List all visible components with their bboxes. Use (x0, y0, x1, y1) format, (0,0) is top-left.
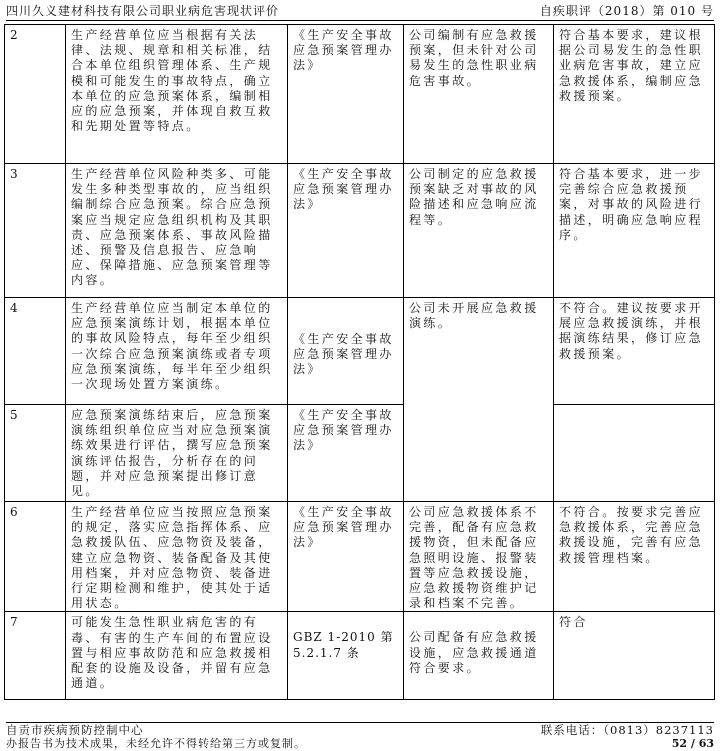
finding-cell: 公司配备有应急救援设施，应急救援通道符合要求。 (404, 612, 554, 700)
header-title: 四川久义建材科技有限公司职业病危害现状评价 (6, 3, 280, 18)
requirement-cell: 生产经营单位应当根据有关法律、法规、规章和相关标准，结合本单位组织管理体系、生产规模和可能发生的事故特点，确立本单位的应急预案体系，编制相应的应急预案，并体现自救互救和先期处置等特点。 (66, 25, 288, 164)
finding-cell: 公司应急救援体系不完善，配备有应急救援物资，但未配备应急照明设施、报警装置等应急救援设施，应急救援物资维护记录和档案不完善。 (404, 502, 554, 612)
table-row (5, 612, 715, 700)
page-footer-notice (6, 737, 714, 749)
conclusion-cell: 不符合。建议按要求开展应急救援演练，并根据演练结果，修订应急救援预案。 (554, 298, 715, 405)
table-row (5, 164, 715, 298)
row-number: 6 (5, 502, 66, 612)
requirement-cell: 可能发生急性职业病危害的有毒、有害的生产车间的布置应设置与相应事故防范和应急救援相配套的设施及设备，并留有应急通道。 (66, 612, 288, 700)
table-row (5, 405, 715, 502)
finding-cell: 公司未开展应急救援演练。 (404, 298, 554, 502)
conclusion-cell: 符合基本要求，进一步完善综合应急救援预案，对事故的风险进行描述，明确应急响应程序。 (554, 164, 715, 298)
requirement-cell: 生产经营单位风险种类多、可能发生多种类型事故的，应当组织编制综合应急预案。综合应急预案应当规定应急组织机构及其职责、应急预案体系、事故风险描述、预警及信息报告、应急响应、保障措施、应急预案管理等内容。 (66, 164, 288, 298)
standard-cell: 《生产安全事故应急预案管理办法》 (288, 25, 404, 164)
row-number: 2 (5, 25, 66, 164)
standard-cell: GBZ 1-2010 第 5.2.1.7 条 (288, 612, 404, 700)
footer-notice: 办报告书为技术成果，未经允许不得转给第三方或复制。 (6, 737, 306, 750)
row-number: 4 (5, 298, 66, 405)
page-header (6, 0, 714, 21)
standard-cell: 《生产安全事故应急预案管理办法》 (288, 298, 404, 405)
requirement-cell: 生产经营单位应当按照应急预案的规定，落实应急指挥体系、应急救援队伍、应急物资及装备，建立应急物资、装备配备及其使用档案，并对应急物资、装备进行定期检测和维护，使其处于适用状态。 (66, 502, 288, 612)
footer-organization: 自贡市疾病预防控制中心 (6, 723, 144, 737)
evaluation-table (4, 24, 715, 700)
row-number: 7 (5, 612, 66, 700)
row-number: 5 (5, 405, 66, 502)
conclusion-cell (554, 405, 715, 502)
table-row (5, 25, 715, 164)
standard-cell: 《生产安全事故应急预案管理办法》 (288, 502, 404, 612)
standard-cell: 《生产安全事故应急预案管理办法》 (288, 164, 404, 298)
table-row (5, 502, 715, 612)
requirement-cell: 应急预案演练结束后，应急预案演练组织单位应当对应急预案演练效果进行评估，撰写应急预案演练评估报告，分析存在的问题，并对应急预案提出修订意见。 (66, 405, 288, 502)
conclusion-cell: 符合基本要求，建议根据公司易发生的急性职业病危害事故，建立应急救援体系，编制应急救援预案。 (554, 25, 715, 164)
footer-contact: 联系电话：（0813）8237113 (540, 723, 714, 737)
finding-cell: 公司制定的应急救援预案缺乏对事故的风险描述和应急响应流程等。 (404, 164, 554, 298)
conclusion-cell: 不符合。按要求完善应急救援体系，完善应急救援设施，完善有应急救援管理档案。 (554, 502, 715, 612)
report-number: 自疾职评（2018）第 010 号 (539, 3, 714, 18)
row-number: 3 (5, 164, 66, 298)
standard-cell: 《生产安全事故应急预案管理办法》 (288, 405, 404, 502)
conclusion-cell: 符合 (554, 612, 715, 700)
table-row (5, 298, 715, 405)
page-number: 52 / 63 (671, 736, 714, 750)
requirement-cell: 生产经营单位应当制定本单位的应急预案演练计划，根据本单位的事故风险特点，每年至少组织一次综合应急预案演练或者专项应急预案演练，每半年至少组织一次现场处置方案演练。 (66, 298, 288, 405)
finding-cell: 公司编制有应急救援预案，但未针对公司易发生的急性职业病危害事故。 (404, 25, 554, 164)
